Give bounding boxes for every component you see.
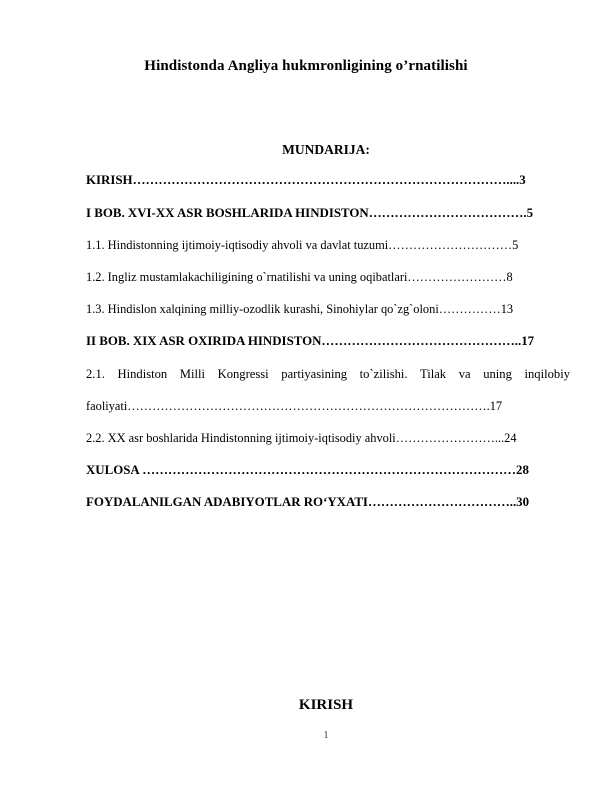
toc-entry-chapter-1: I BOB. XVI-XX ASR BOSHLARIDA HINDISTON……………………………….5 bbox=[86, 206, 534, 220]
toc-entry-1-2: 1.2. Ingliz mustamlakachiligining o`rnatilishi va uning oqibatlari……………………8 bbox=[86, 270, 513, 284]
page-number: 1 bbox=[323, 730, 329, 741]
toc-entry-2-2: 2.2. XX asr boshlarida Hindistonning ijtimoiy-iqtisodiy ahvoli……………………...24 bbox=[86, 431, 517, 445]
contents-heading: MUNDARIJA: bbox=[282, 142, 370, 157]
page-title: Hindistonda Angliya hukmronligining o’rnatilishi bbox=[144, 58, 468, 74]
toc-entry-chapter-2: II BOB. XIX ASR OXIRIDA HINDISTON………………………………………..17 bbox=[86, 334, 535, 348]
toc-entry-2-1: 2.1. Hindiston Milli Kongressi partiyasining to`zilishi. Tilak va uning inqilobiy bbox=[86, 367, 570, 381]
toc-entry-2-1-continued: faoliyati…………………………………………………………………………….17 bbox=[86, 399, 503, 413]
toc-entry-bibliography: FOYDALANILGAN ADABIYOTLAR RO‘YXATI……………………………..30 bbox=[86, 495, 530, 509]
toc-entry-1-1: 1.1. Hindistonning ijtimoiy-iqtisodiy ahvoli va davlat tuzumi…………………………5 bbox=[86, 238, 519, 252]
section-heading: KIRISH bbox=[298, 697, 354, 713]
toc-entry-kirish: KIRISH……………………………………………………………………………....3 bbox=[86, 173, 526, 187]
toc-entry-1-3: 1.3. Hindislon xalqining milliy-ozodlik kurashi, Sinohiylar qo`zg`oloni……………13 bbox=[86, 302, 514, 316]
toc-entry-xulosa: XULOSA ……………………………………………………………………………28 bbox=[86, 463, 529, 477]
